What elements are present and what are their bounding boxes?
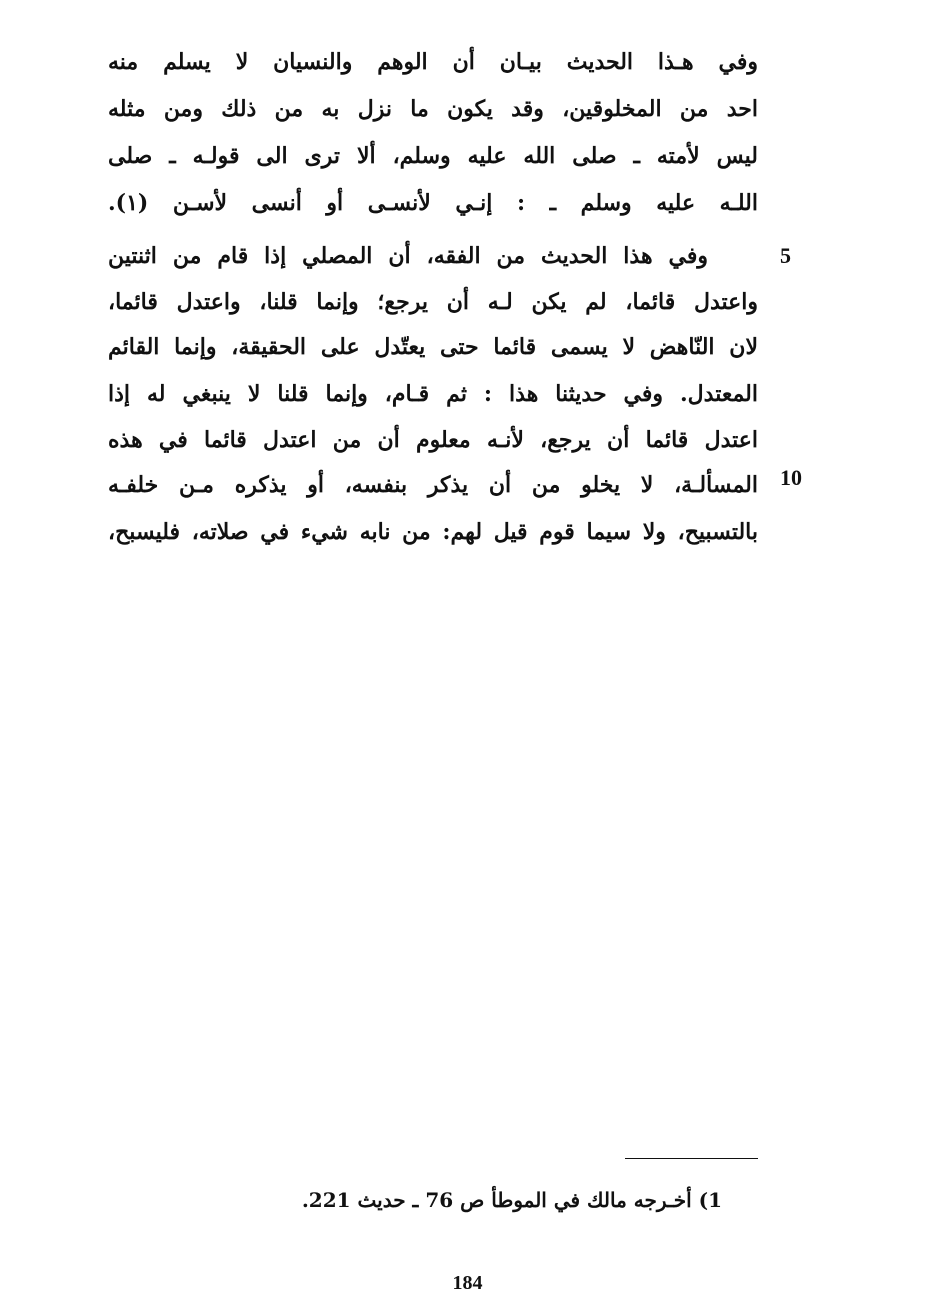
body-line: المسألـة، لا يخلو من أن يذكر بنفسه، أو يذكره مـن خلفـه — [108, 472, 758, 498]
body-line: وفي هـذا الحديث بيـان أن الوهم والنسيان لا يسلم منه — [108, 49, 758, 75]
body-line: واعتدل قائما، لم يكن لـه أن يرجع؛ وإنما قلنا، واعتدل قائما، — [108, 289, 758, 315]
body-line: اعتدل قائما أن يرجع، لأنـه معلوم أن من اعتدل قائما في هذه — [108, 427, 758, 453]
page-number: 184 — [452, 1272, 483, 1294]
body-line: لان النّاهض لا يسمى قائما حتى يعتّدل على الحقيقة، وإنما القائم — [108, 334, 758, 360]
body-line: اللـه عليه وسلم ـ : إنـي لأنسـى أو أنسى لأسـن (١). — [108, 190, 758, 216]
footnote-divider — [625, 1158, 758, 1159]
body-line: احد من المخلوقين، وقد يكون ما نزل به من ذلك ومن مثله — [108, 96, 758, 122]
line-number-10: 10 — [780, 465, 802, 490]
body-line: بالتسبيح، ولا سيما قوم قيل لهم: من نابه شيء في صلاته، فليسبح، — [108, 519, 758, 545]
line-number-5: 5 — [780, 243, 791, 268]
body-line: وفي هذا الحديث من الفقه، أن المصلي إذا قام من اثنتين — [108, 243, 708, 269]
footnote: 1) أخـرجه مالك في الموطأ ص 76 ـ حديث 221. — [301, 1188, 722, 1212]
body-line: ليس لأمته ـ صلى الله عليه وسلم، ألا ترى الى قولـه ـ صلى — [108, 143, 758, 169]
body-line: المعتدل. وفي حديثنا هذا : ثم قـام، وإنما قلنا لا ينبغي له إذا — [108, 381, 758, 407]
